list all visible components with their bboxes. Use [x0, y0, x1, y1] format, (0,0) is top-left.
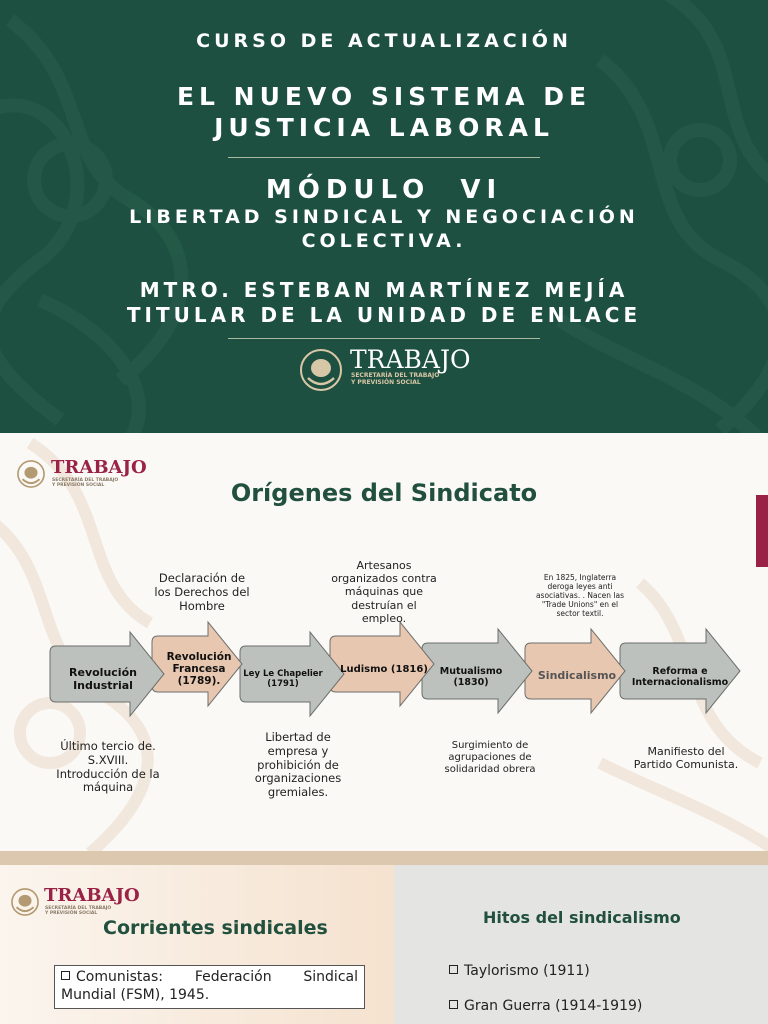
current-item-text: Comunistas: Federación Sindical Mundial (FSM), 1945.: [61, 969, 358, 1003]
milestone-item: [449, 998, 642, 1014]
speaker-name: MTRO. ESTEBAN MARTÍNEZ MEJÍA: [139, 278, 629, 302]
origins-slide: [0, 433, 768, 851]
title-slide: [0, 0, 768, 433]
top-band: [0, 851, 768, 865]
logo-subtitle: SECRETARÍA DEL TRABAJO Y PREVISIÓN SOCIAL: [45, 906, 112, 917]
logo-wordmark: TRABAJO: [51, 457, 147, 478]
milestone-item: [449, 963, 590, 979]
currents-slide: [0, 851, 768, 1024]
logo-wordmark: TRABAJO: [350, 345, 471, 374]
national-emblem-icon: [10, 887, 40, 917]
logo-wordmark: TRABAJO: [44, 885, 140, 906]
divider: [228, 338, 540, 339]
timeline-note: Manifiesto del Partido Comunista.: [633, 745, 739, 772]
timeline-note: Declaración de los Derechos del Hombre: [154, 571, 250, 613]
module-label: MÓDULO VI: [265, 175, 503, 205]
title-line-1: EL NUEVO SISTEMA DE: [176, 82, 592, 111]
checkbox-icon: [449, 965, 458, 974]
timeline-step-label: Ley Le Chapelier (1791): [243, 669, 323, 689]
milestone-text: Gran Guerra (1914-1919): [464, 998, 643, 1014]
timeline-step-label: Revolución Industrial: [69, 666, 137, 692]
divider: [228, 157, 540, 158]
timeline-note: Artesanos organizados contra máquinas que destruían el empleo.: [331, 559, 437, 625]
left-title: Corrientes sindicales: [103, 917, 328, 939]
national-emblem-icon: [298, 348, 344, 392]
course-label: CURSO DE ACTUALIZACIÓN: [196, 30, 572, 52]
timeline-step-label: Revolución Francesa (1789).: [166, 651, 232, 687]
slide-title: Orígenes del Sindicato: [230, 479, 538, 507]
logo-subtitle: SECRETARÍA DEL TRABAJO Y PREVISIÓN SOCIAL: [351, 372, 440, 386]
subtitle-line-1: LIBERTAD SINDICAL Y NEGOCIACIÓN: [129, 206, 639, 228]
subtitle-line-2: COLECTIVA.: [301, 230, 467, 252]
checkbox-icon: [449, 1000, 458, 1009]
timeline-step-label: Sindicalismo: [537, 668, 617, 682]
title-line-2: JUSTICIA LABORAL: [214, 113, 554, 142]
checkbox-icon: [61, 971, 70, 980]
right-title: Hitos del sindicalismo: [483, 908, 681, 927]
timeline-step-label: Reforma e Internacionalismo: [631, 666, 729, 688]
timeline-note: Libertad de empresa y prohibición de organizaciones gremiales.: [254, 730, 342, 800]
speaker-title: TITULAR DE LA UNIDAD DE ENLACE: [126, 303, 642, 327]
milestone-text: Taylorismo (1911): [464, 963, 590, 979]
timeline-note: Surgimiento de agrupaciones de solidaridad obrera: [444, 740, 536, 775]
current-item: [54, 965, 365, 1009]
timeline-step-label: Mutualismo (1830): [439, 666, 503, 688]
timeline-step-label: Ludismo (1816): [340, 663, 428, 675]
logo-subtitle: SECRETARÍA DEL TRABAJO Y PREVISIÓN SOCIAL: [52, 478, 119, 489]
timeline-note: En 1825, Inglaterra deroga leyes anti asociativas. . Nacen las "Trade Unions" en el sector textil.: [535, 573, 625, 618]
timeline-note: Último tercio de. S.XVIII. Introducción de la máquina: [56, 739, 160, 795]
